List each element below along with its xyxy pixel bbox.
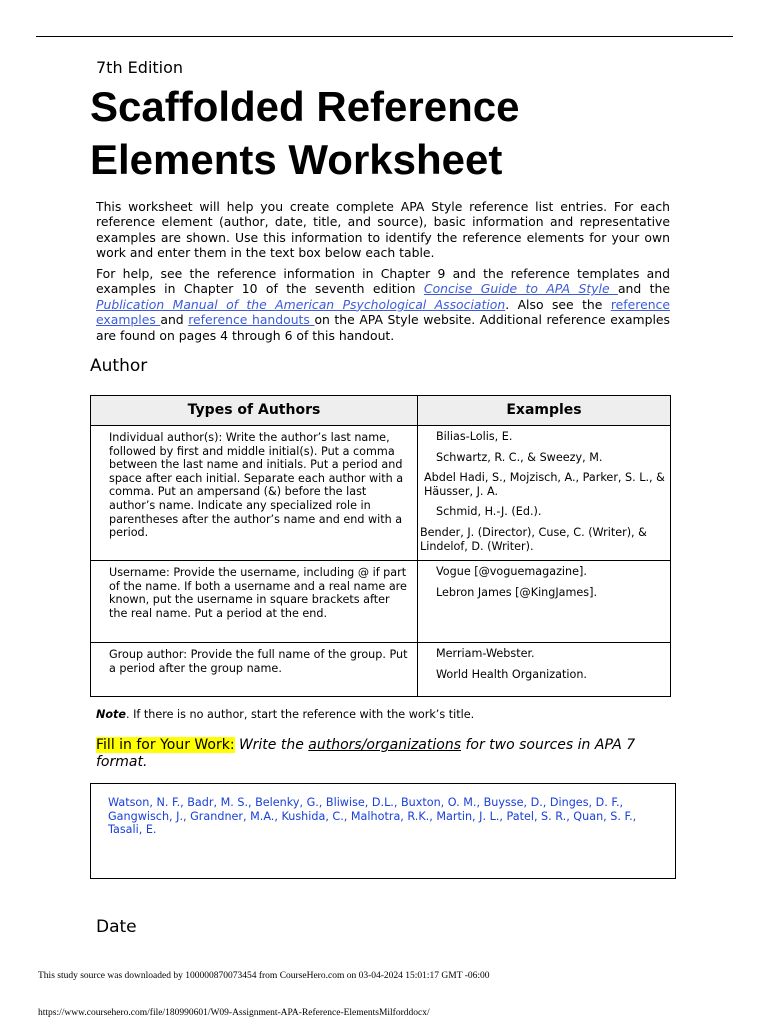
intro-text: . Also see the	[505, 296, 611, 312]
example-item: Bender, J. (Director), Cuse, C. (Writer), & Lindelof, D. (Writer).	[420, 525, 647, 553]
top-rule	[36, 36, 733, 37]
fill-in-part: for two sources in APA 7 format.	[96, 737, 636, 770]
author-answer-text[interactable]: Watson, N. F., Badr, M. S., Belenky, G., Bliwise, D.L., Buxton, O. M., Buysse, D., Dinges, D. F., Gangwisch, J., Grandner, M.A., Kushida, C., Malhotra, R.K., Martin, J. L., Patel, S. R., Quan, S. F., Tasali, E.	[108, 796, 637, 836]
source-url: https://www.coursehero.com/file/180990601/W09-Assignment-APA-Reference-ElementsMilforddocx/	[38, 1008, 430, 1018]
date-heading: Date	[96, 917, 137, 937]
fill-in-part: Write the	[239, 737, 309, 753]
authors-table	[90, 395, 671, 697]
intro-text: on the APA Style website. Additional reference examples are found on pages 4 through 6 of this handout.	[96, 312, 670, 343]
author-heading: Author	[90, 356, 148, 376]
edition-label: 7th Edition	[96, 58, 184, 77]
reference-examples-link[interactable]: reference examples	[96, 296, 670, 328]
publication-manual-link[interactable]: Publication Manual of the American Psychological Association	[96, 296, 506, 312]
page-title	[90, 80, 519, 186]
author-type-description: Username: Provide the username, including @ if part of the name. If both a username and a real name are known, put the username in square brackets after the real name. Put a period at the end.	[91, 561, 418, 643]
author-note	[96, 708, 474, 721]
intro-paragraph-1: This worksheet will help you create complete APA Style reference list entries. For each reference element (author, date, title, and source), basic information and representative examples are shown. Use this information to identify the reference elements for your own work and enter them in the text box below each table.	[96, 199, 670, 261]
intro-text: For help, see the reference information in Chapter 9 and the reference templates and examples in Chapter 10 of the seventh edition	[96, 266, 670, 297]
concise-guide-link[interactable]: Concise Guide to APA Style	[423, 281, 618, 297]
download-notice: This study source was downloaded by 100000870073454 from CourseHero.com on 03-04-2024 15:01:17 GMT -06:00	[38, 971, 490, 981]
title-line-2: Elements Worksheet	[90, 136, 503, 183]
table-row	[91, 426, 671, 561]
example-item: Bilias-Lolis, E.	[436, 430, 513, 443]
intro-text: and	[160, 312, 189, 328]
example-item: Vogue [@voguemagazine].	[436, 565, 587, 578]
author-examples-cell	[418, 426, 671, 561]
fill-in-underlined: authors/organizations	[308, 737, 462, 753]
table-header-row	[91, 396, 671, 426]
column-header-types: Types of Authors	[91, 396, 418, 426]
example-item: World Health Organization.	[436, 667, 587, 681]
intro-paragraph-2	[96, 266, 670, 343]
author-type-description: Individual author(s): Write the author’s last name, followed by first and middle initial(s). Put a comma between the last name and initials. Put a period and space after each initial. Separate each author with a comma. Put an ampersand (&) before the last author’s name. Indicate any specialized role in parentheses after the author’s name and end with a period.	[91, 426, 418, 561]
example-item: Abdel Hadi, S., Mojzisch, A., Parker, S. L., & Häusser, J. A.	[424, 471, 665, 498]
note-text: . If there is no author, start the reference with the work’s title.	[126, 708, 475, 721]
author-answer-textbox[interactable]	[90, 783, 676, 879]
author-examples-cell	[418, 561, 671, 643]
example-item: Lebron James [@KingJames].	[436, 585, 598, 599]
title-line-1: Scaffolded Reference	[90, 83, 520, 130]
fill-in-instruction	[96, 737, 676, 771]
fill-in-highlight: Fill in for Your Work:	[96, 737, 235, 753]
table-row	[91, 561, 671, 643]
intro-text: and the	[617, 281, 670, 297]
author-type-description: Group author: Provide the full name of the group. Put a period after the group name.	[91, 643, 418, 697]
note-label: Note	[96, 708, 126, 721]
example-item: Schwartz, R. C., & Sweezy, M.	[436, 450, 603, 464]
reference-handouts-link[interactable]: reference handouts	[188, 312, 315, 328]
example-item: Merriam-Webster.	[436, 647, 535, 660]
example-item: Schmid, H.-J. (Ed.).	[436, 505, 542, 519]
column-header-examples: Examples	[418, 396, 671, 426]
table-row	[91, 643, 671, 697]
author-examples-cell	[418, 643, 671, 697]
